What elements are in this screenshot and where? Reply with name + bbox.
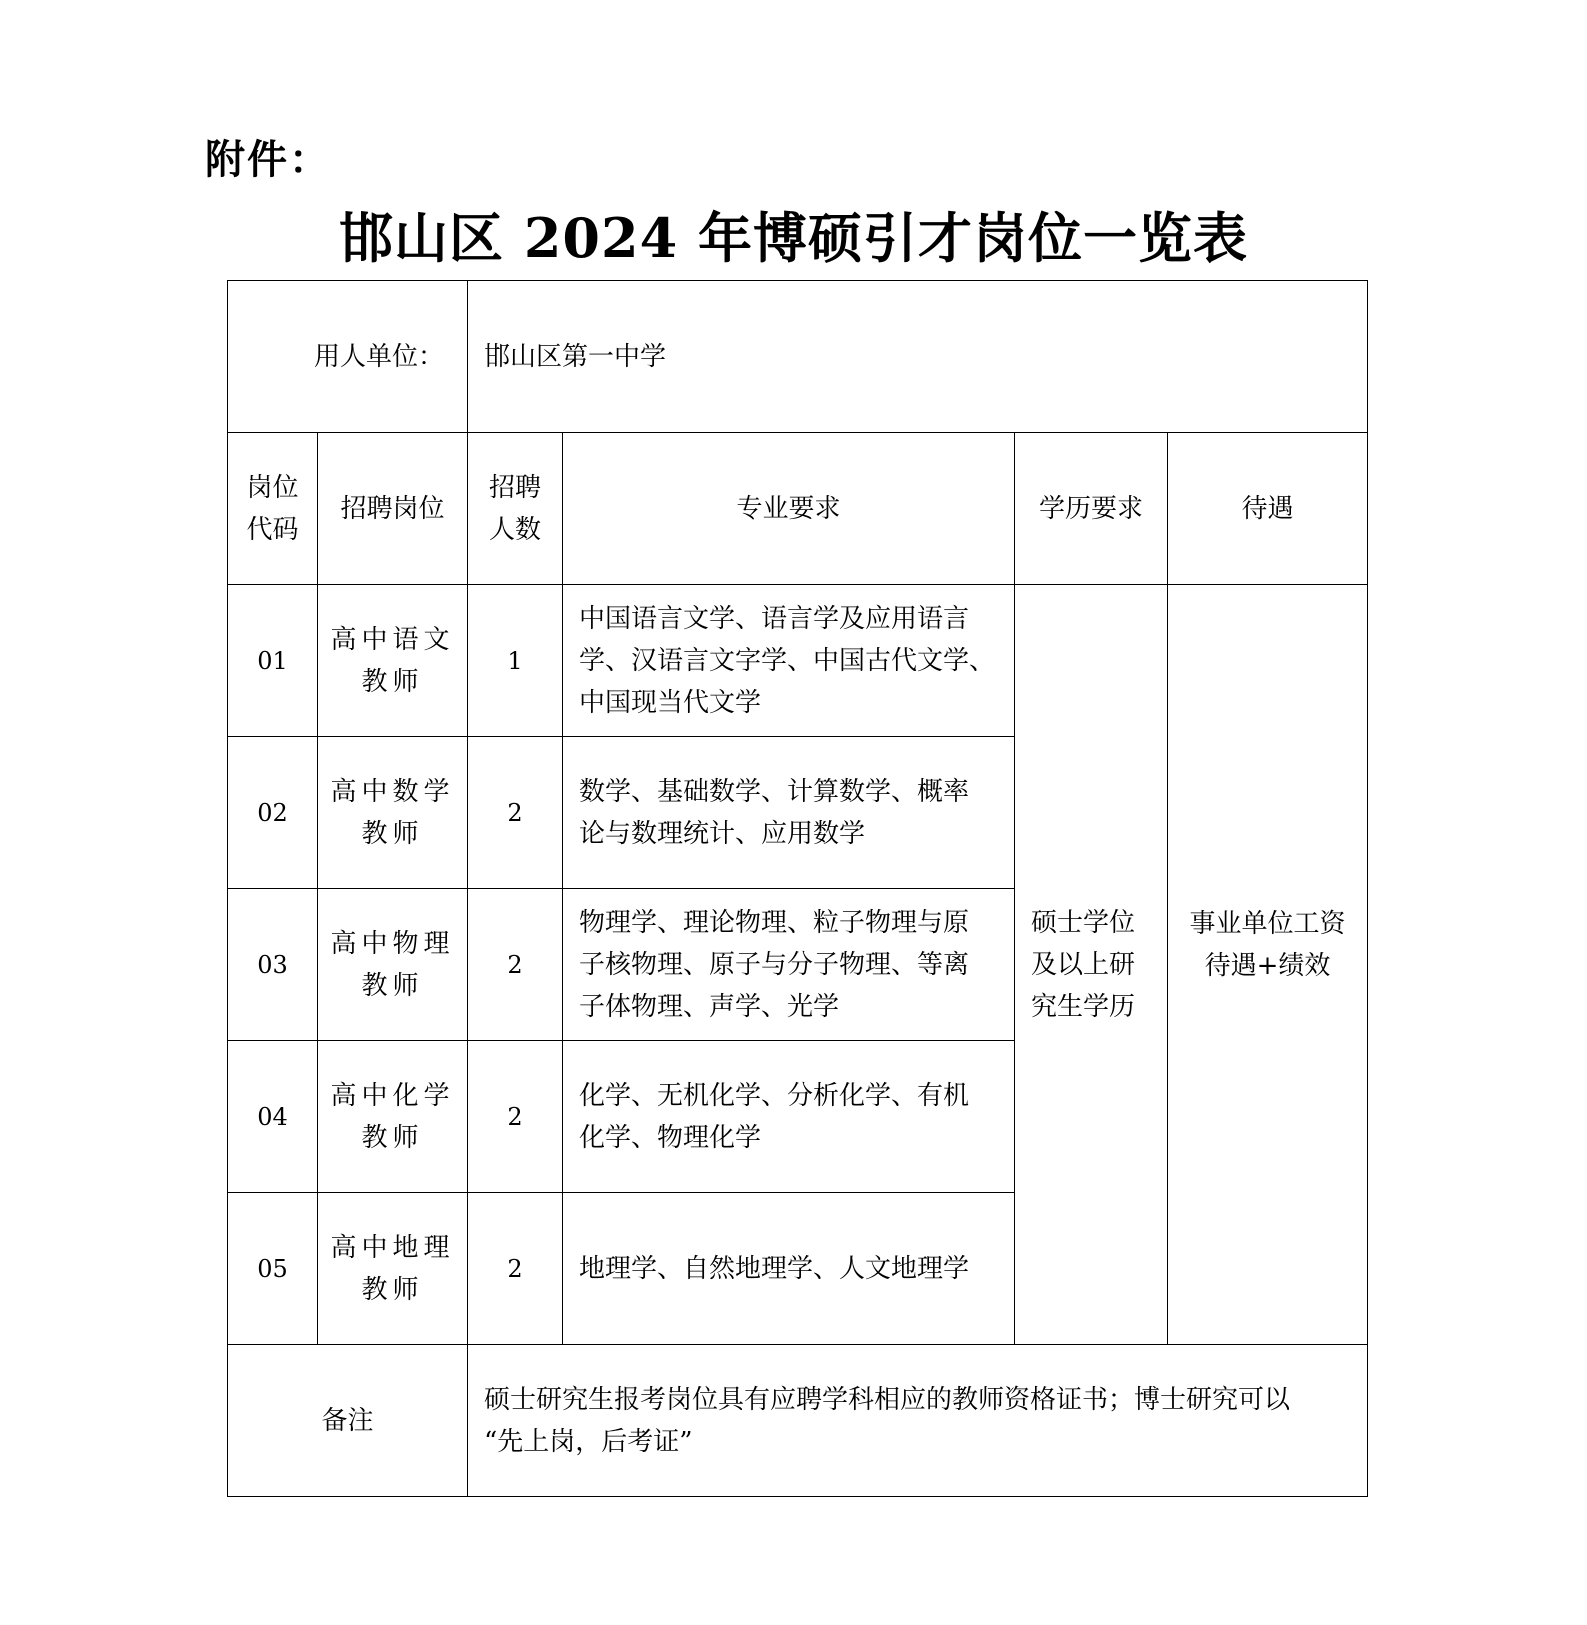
position-line2: 教师 [361, 970, 424, 1001]
header-major: 专业要求 [563, 433, 1015, 585]
major-line: 子体物理、声学、光学 [579, 991, 840, 1022]
header-position: 招聘岗位 [318, 433, 468, 585]
header-count-line2: 人数 [489, 514, 542, 545]
header-benefits: 待遇 [1168, 433, 1368, 585]
major-line: 数学、基础数学、计算数学、概率 [579, 776, 970, 807]
position-line2: 教师 [361, 666, 424, 697]
major-line: 地理学、自然地理学、人文地理学 [579, 1253, 970, 1284]
row-position [318, 737, 468, 889]
education-line: 究生学历 [1031, 991, 1136, 1022]
header-count [468, 433, 563, 585]
row-count: 2 [468, 737, 563, 889]
header-count-line1: 招聘 [489, 472, 542, 503]
table-row [228, 585, 1368, 737]
header-row [228, 433, 1368, 585]
row-major [563, 585, 1015, 737]
education-line: 及以上研 [1031, 949, 1136, 980]
education-requirement [1015, 585, 1168, 1345]
benefits-line: 事业单位工资 [1189, 908, 1346, 939]
benefits-line: 待遇+绩效 [1204, 950, 1331, 981]
row-count: 2 [468, 1041, 563, 1193]
row-code: 01 [228, 585, 318, 737]
employer-row [228, 281, 1368, 433]
row-count: 2 [468, 889, 563, 1041]
remarks-line: 硕士研究生报考岗位具有应聘学科相应的教师资格证书；博士研究可以 [484, 1384, 1291, 1415]
remarks-line: “先上岗，后考证” [484, 1426, 693, 1457]
position-line2: 教师 [361, 818, 424, 849]
position-line1: 高中地理 [330, 1232, 455, 1263]
remarks-label: 备注 [228, 1345, 468, 1497]
row-major [563, 889, 1015, 1041]
employer-value: 邯山区第一中学 [468, 281, 1368, 433]
major-line: 物理学、理论物理、粒子物理与原 [579, 907, 970, 938]
row-count: 2 [468, 1193, 563, 1345]
major-line: 化学、物理化学 [579, 1122, 762, 1153]
header-code [228, 433, 318, 585]
position-line1: 高中数学 [330, 776, 455, 807]
position-line1: 高中化学 [330, 1080, 455, 1111]
row-count: 1 [468, 585, 563, 737]
major-line: 中国语言文学、语言学及应用语言 [579, 603, 970, 634]
positions-table [227, 280, 1368, 1497]
row-code: 04 [228, 1041, 318, 1193]
row-position [318, 585, 468, 737]
position-line2: 教师 [361, 1122, 424, 1153]
position-line1: 高中物理 [330, 928, 455, 959]
major-line: 论与数理统计、应用数学 [579, 818, 866, 849]
row-position [318, 1041, 468, 1193]
row-major [563, 1041, 1015, 1193]
major-line: 学、汉语言文字学、中国古代文学、 [579, 645, 996, 676]
row-position [318, 889, 468, 1041]
remarks-row [228, 1345, 1368, 1497]
position-line2: 教师 [361, 1274, 424, 1305]
major-line: 化学、无机化学、分析化学、有机 [579, 1080, 970, 1111]
row-major [563, 737, 1015, 889]
employer-label: 用人单位： [228, 281, 468, 433]
header-code-line1: 岗位 [246, 472, 299, 503]
major-line: 中国现当代文学 [579, 687, 762, 718]
remarks-text [468, 1345, 1368, 1497]
major-line: 子核物理、原子与分子物理、等离 [579, 949, 970, 980]
row-code: 03 [228, 889, 318, 1041]
attachment-label: 附件： [205, 136, 331, 183]
position-line1: 高中语文 [330, 624, 455, 655]
row-position [318, 1193, 468, 1345]
benefits-value [1168, 585, 1368, 1345]
header-education: 学历要求 [1015, 433, 1168, 585]
row-code: 02 [228, 737, 318, 889]
header-code-line2: 代码 [246, 514, 299, 545]
row-code: 05 [228, 1193, 318, 1345]
row-major [563, 1193, 1015, 1345]
document-title: 邯山区 2024 年博硕引才岗位一览表 [339, 206, 1248, 270]
education-line: 硕士学位 [1031, 907, 1136, 938]
